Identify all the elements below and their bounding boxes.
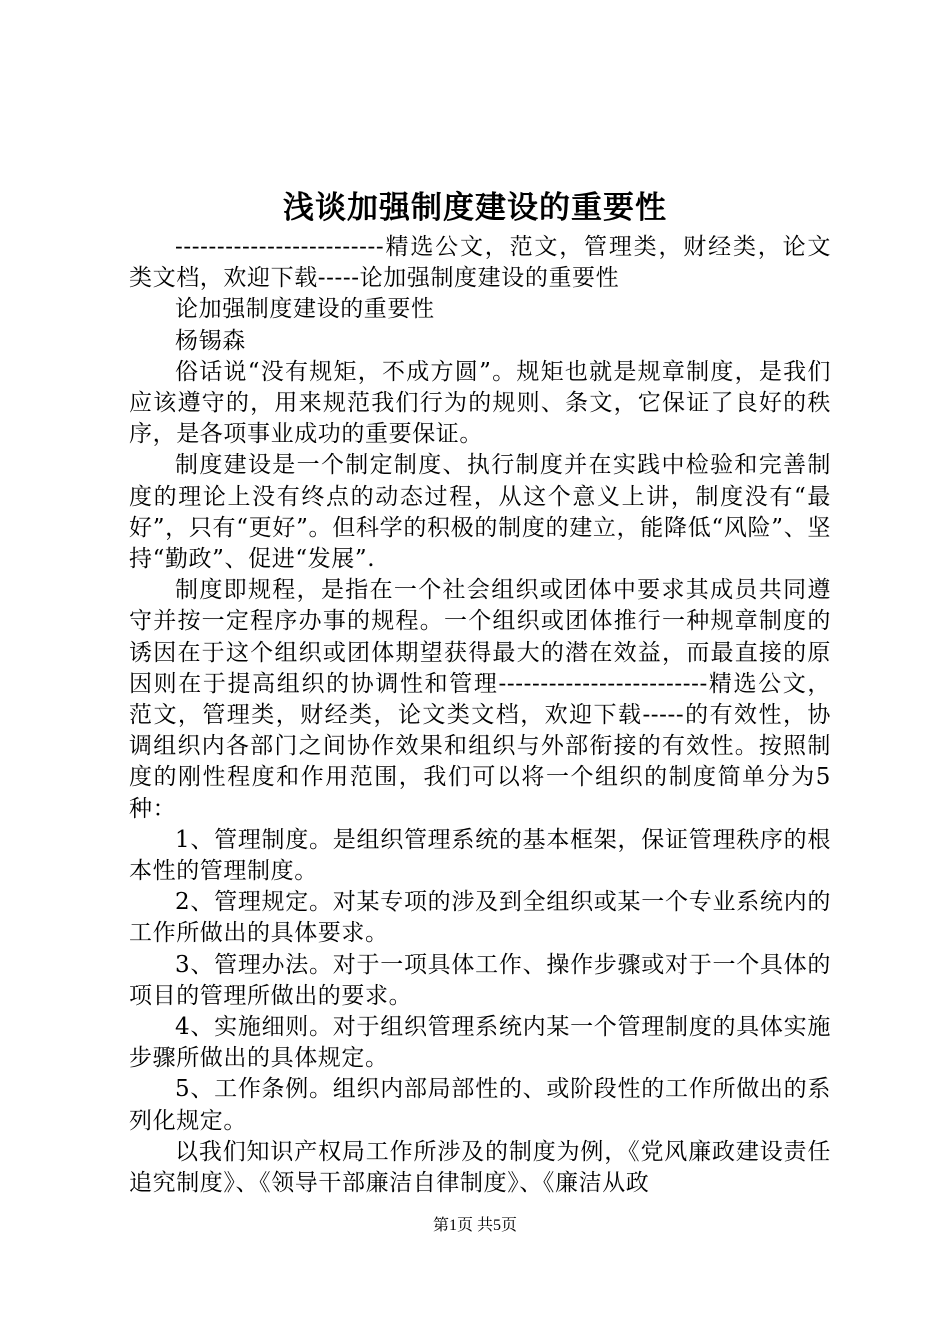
list-item: 2、管理规定。对某专项的涉及到全组织或某一个专业系统内的工作所做出的具体要求。 (129, 889, 831, 947)
paragraph-subtitle: 论加强制度建设的重要性 (175, 296, 435, 323)
paragraph-process: 制度建设是一个制定制度、执行制度并在实践中检验和完善制度的理论上没有终点的动态过程，从这个意义上讲，制度没有“最好”，只有“更好”。但科学的积极的制度的建立，能降低“风险”、坚持“勤政”、促进“发展”. (129, 452, 831, 573)
paragraph-author: 杨锡森 (175, 327, 246, 354)
page-footer: 第1页 共5页 (432, 1217, 517, 1234)
list-item: 1、管理制度。是组织管理系统的基本框架，保证管理秩序的根本性的管理制度。 (129, 826, 831, 885)
paragraph-example: 以我们知识产权局工作所涉及的制度为例，《党风廉政建设责任追究制度》、《领导干部廉洁自律制度》、《廉洁从政 (129, 1138, 831, 1197)
list-item: 4、实施细则。对于组织管理系统内某一个管理制度的具体实施步骤所做出的具体规定。 (129, 1014, 831, 1072)
document-body (129, 232, 831, 1199)
list-item: 5、工作条例。组织内部局部性的、或阶段性的工作所做出的系列化规定。 (129, 1076, 831, 1134)
paragraph-intro: 俗话说“没有规矩，不成方圆”。规矩也就是规章制度，是我们应该遵守的，用来规范我们行为的规则、条文，它保证了良好的秩序，是各项事业成功的重要保证。 (129, 358, 831, 448)
paragraph-banner: -------------------------精选公文，范文，管理类，财经类，论文类文档，欢迎下载-----论加强制度建设的重要性 (129, 234, 831, 292)
document-title: 浅谈加强制度建设的重要性 (283, 190, 667, 226)
paragraph-definition: 制度即规程，是指在一个社会组织或团体中要求其成员共同遵守并按一定程序办事的规程。一个组织或团体推行一种规章制度的诱因在于这个组织或团体期望获得最大的潜在效益，而最直接的原因则在于提高组织的协调性和管理-------------------------精选公文，范文，管理类，财经类，论文类文档，欢迎下载-----的有效性，协调组织内各部门之间协作效果和组织与外部衔接的有效性。按照制度的刚性程度和作用范围，我们可以将一个组织的制度简单分为5种： (129, 577, 831, 822)
list-item: 3、管理办法。对于一项具体工作、操作步骤或对于一个具体的项目的管理所做出的要求。 (129, 951, 831, 1009)
